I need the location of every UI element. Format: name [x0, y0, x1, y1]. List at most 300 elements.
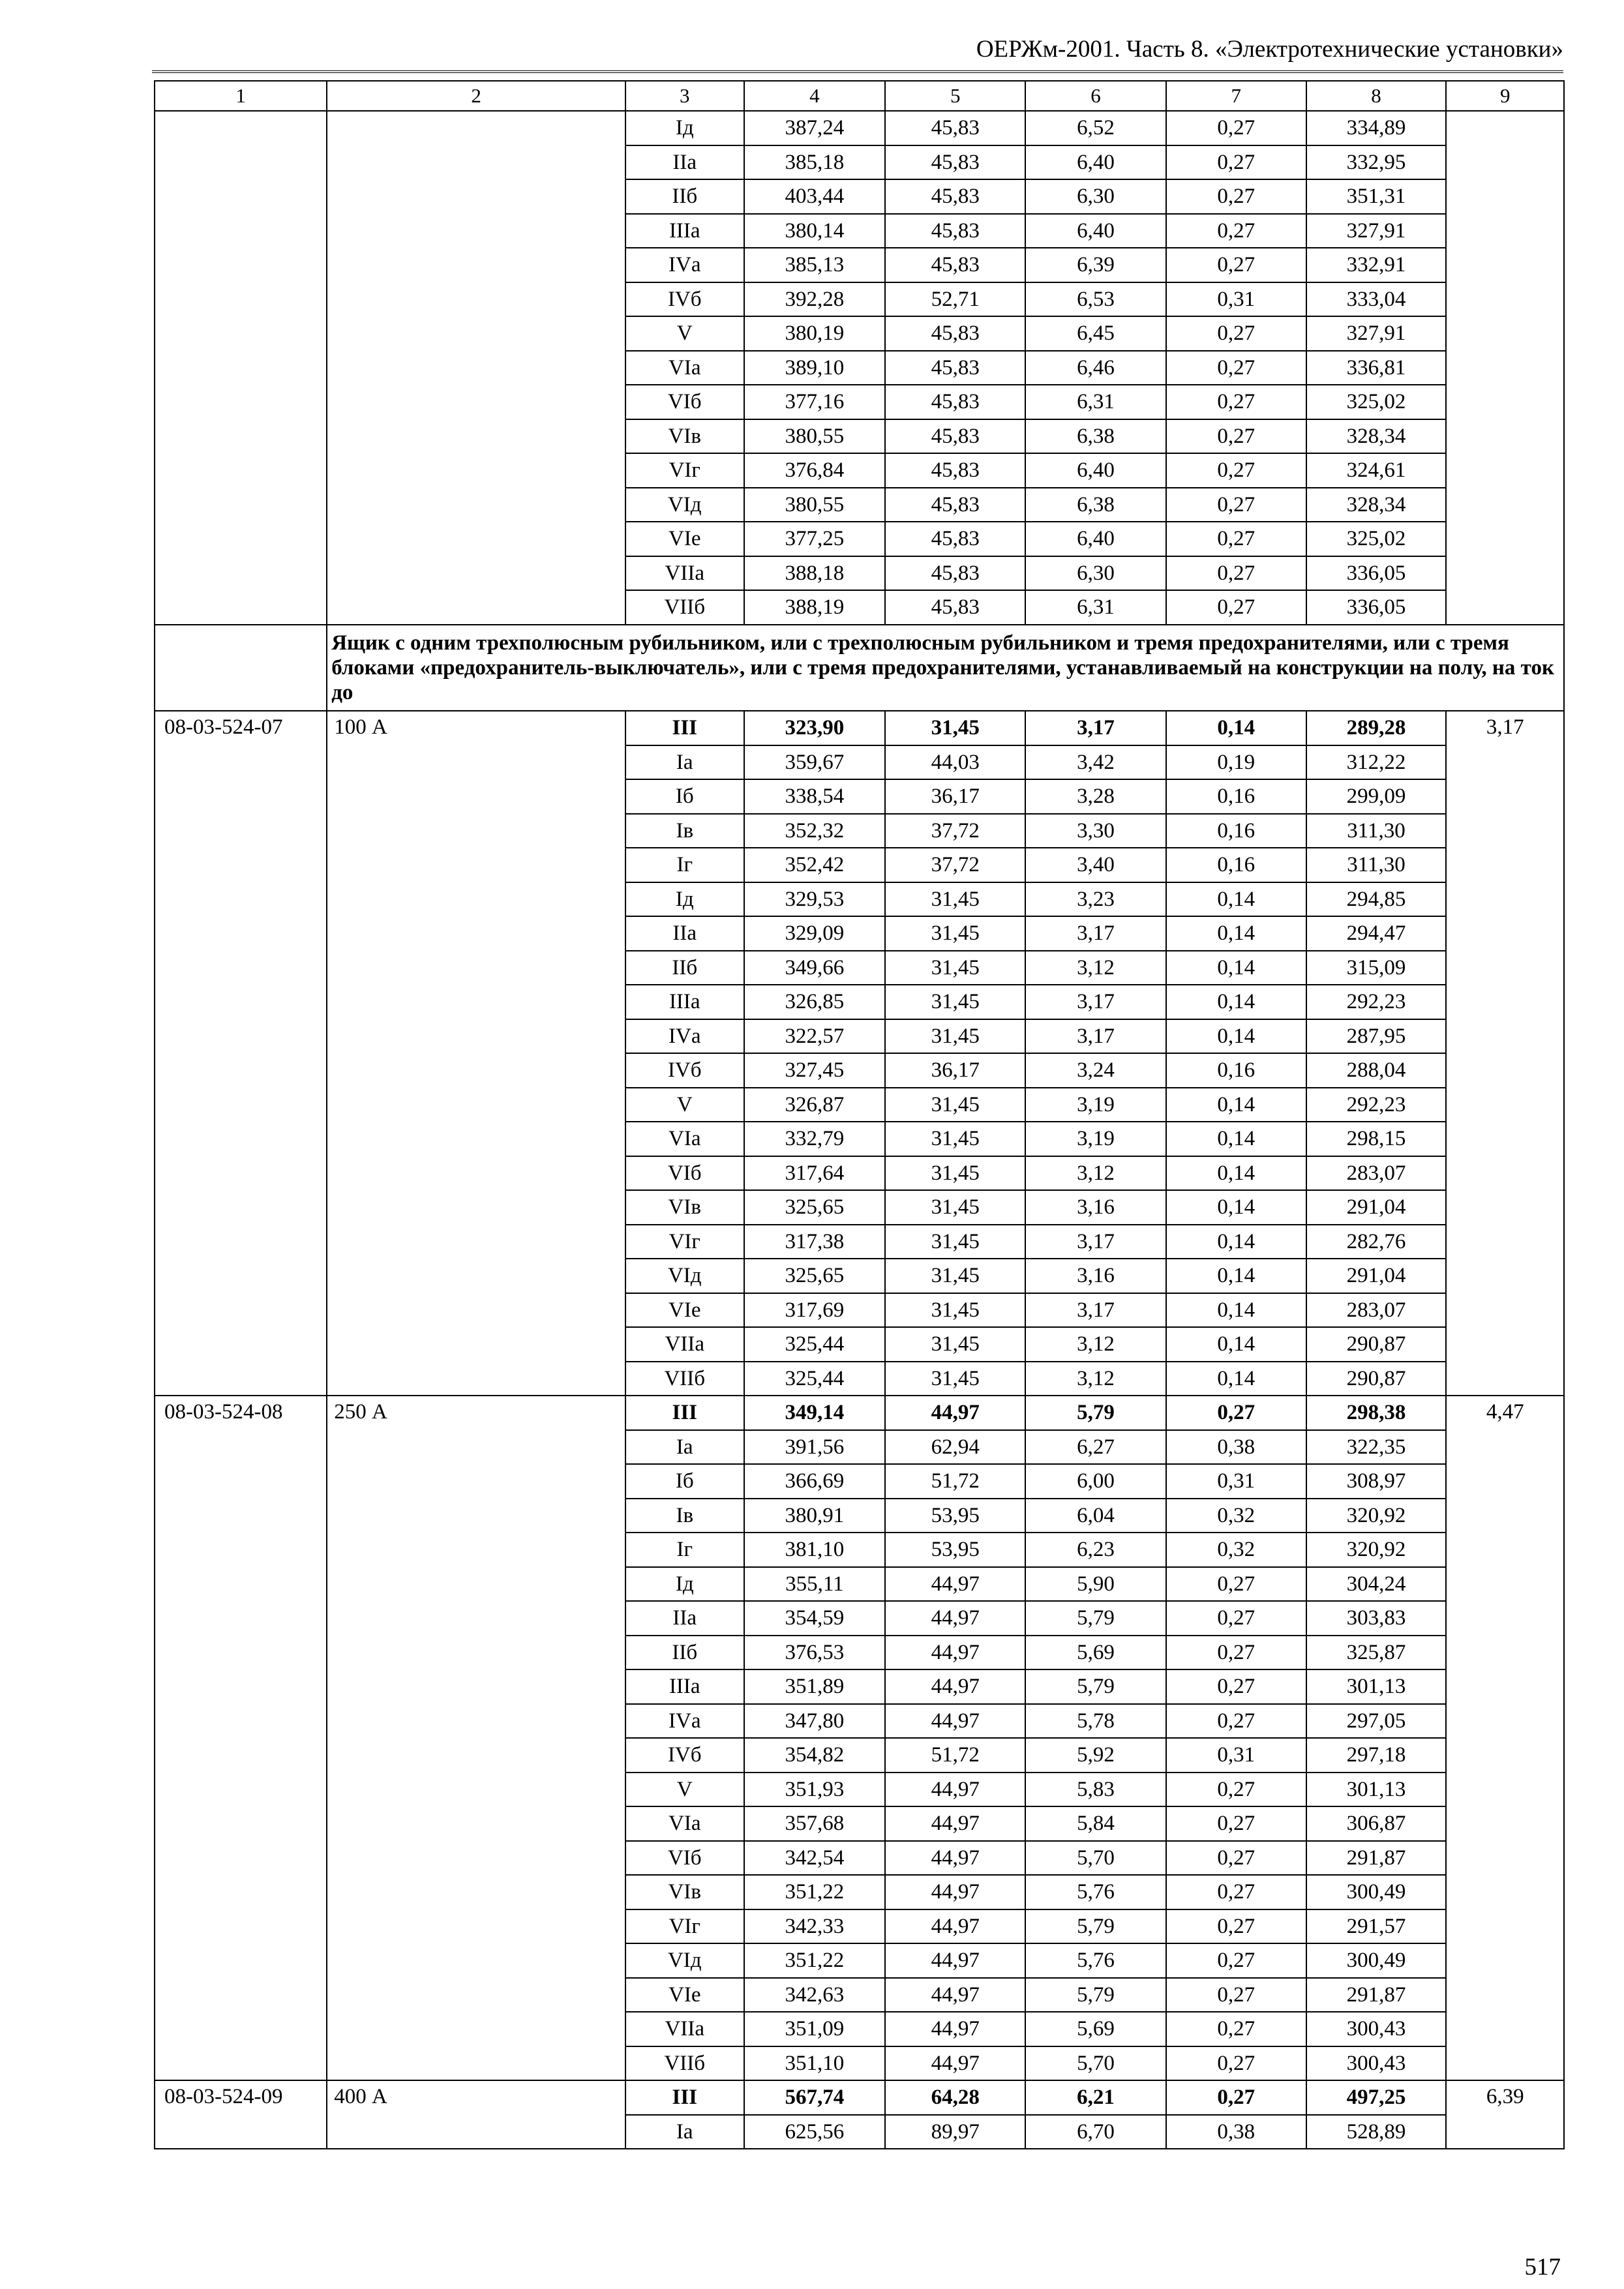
- data-cell: 329,09: [744, 916, 886, 951]
- data-cell: IIIа: [625, 985, 744, 1019]
- data-cell: 380,55: [744, 488, 886, 522]
- data-cell: 377,25: [744, 522, 886, 556]
- data-cell: 300,43: [1306, 2012, 1447, 2046]
- data-cell: 44,97: [885, 1704, 1025, 1739]
- data-cell: 45,83: [885, 385, 1025, 419]
- data-cell: 5,79: [1025, 1909, 1166, 1944]
- table-row: [155, 711, 1564, 745]
- data-cell: 0,14: [1166, 916, 1306, 951]
- data-cell: 332,95: [1306, 145, 1447, 180]
- data-cell: 351,09: [744, 2012, 886, 2046]
- data-cell: 0,16: [1166, 848, 1306, 882]
- data-cell: 312,22: [1306, 745, 1447, 780]
- data-cell: 45,83: [885, 522, 1025, 556]
- data-cell: 6,40: [1025, 453, 1166, 488]
- data-cell: 327,91: [1306, 214, 1447, 248]
- data-cell: IIб: [625, 179, 744, 214]
- data-cell: VIг: [625, 1225, 744, 1259]
- data-cell: Iб: [625, 779, 744, 814]
- data-cell: 6,30: [1025, 556, 1166, 591]
- data-cell: 31,45: [885, 1156, 1025, 1191]
- data-cell: VIа: [625, 1806, 744, 1841]
- data-cell: 0,27: [1166, 111, 1306, 145]
- col9-cell: [1446, 111, 1564, 625]
- data-cell: 6,21: [1025, 2080, 1166, 2115]
- data-cell: 0,27: [1166, 419, 1306, 454]
- data-cell: 332,91: [1306, 248, 1447, 282]
- data-cell: 336,05: [1306, 590, 1447, 625]
- data-cell: 352,42: [744, 848, 886, 882]
- data-cell: 51,72: [885, 1738, 1025, 1773]
- data-cell: Iб: [625, 1464, 744, 1499]
- data-cell: 6,53: [1025, 282, 1166, 317]
- data-cell: 297,05: [1306, 1704, 1447, 1739]
- column-number: 1: [155, 81, 327, 111]
- data-cell: 44,97: [885, 1669, 1025, 1704]
- section-row: [155, 625, 1564, 711]
- data-cell: 385,18: [744, 145, 886, 180]
- data-cell: 0,27: [1166, 316, 1306, 351]
- data-cell: 297,18: [1306, 1738, 1447, 1773]
- data-cell: 3,12: [1025, 1327, 1166, 1362]
- data-cell: IVа: [625, 1019, 744, 1054]
- data-cell: VIе: [625, 1978, 744, 2012]
- data-cell: 354,82: [744, 1738, 886, 1773]
- data-cell: 3,16: [1025, 1259, 1166, 1293]
- data-cell: 306,87: [1306, 1806, 1447, 1841]
- data-cell: 291,04: [1306, 1190, 1447, 1225]
- data-cell: 0,27: [1166, 1396, 1306, 1430]
- data-cell: VIв: [625, 1875, 744, 1909]
- data-cell: 0,27: [1166, 1806, 1306, 1841]
- data-cell: IIIа: [625, 214, 744, 248]
- data-cell: 3,12: [1025, 1156, 1166, 1191]
- col9-value: 6,39: [1446, 2080, 1564, 2149]
- data-cell: 298,15: [1306, 1122, 1447, 1156]
- data-cell: 3,17: [1025, 985, 1166, 1019]
- page-number: 517: [1524, 2254, 1561, 2281]
- data-cell: 392,28: [744, 282, 886, 317]
- data-cell: 31,45: [885, 1088, 1025, 1122]
- data-cell: V: [625, 1773, 744, 1807]
- table-row: [155, 1396, 1564, 1430]
- data-cell: 298,38: [1306, 1396, 1447, 1430]
- data-cell: IVб: [625, 1738, 744, 1773]
- data-cell: 31,45: [885, 711, 1025, 745]
- data-cell: 3,17: [1025, 1293, 1166, 1328]
- data-cell: VIа: [625, 1122, 744, 1156]
- data-cell: 528,89: [1306, 2115, 1447, 2149]
- data-cell: 45,83: [885, 214, 1025, 248]
- data-cell: 0,27: [1166, 214, 1306, 248]
- data-cell: 31,45: [885, 1190, 1025, 1225]
- data-cell: 0,14: [1166, 1293, 1306, 1328]
- data-cell: 325,02: [1306, 522, 1447, 556]
- data-cell: 0,19: [1166, 745, 1306, 780]
- data-cell: 287,95: [1306, 1019, 1447, 1054]
- data-cell: Iа: [625, 2115, 744, 2149]
- data-cell: 376,53: [744, 1636, 886, 1670]
- data-cell: 283,07: [1306, 1293, 1447, 1328]
- data-cell: 45,83: [885, 590, 1025, 625]
- data-cell: 0,27: [1166, 556, 1306, 591]
- data-cell: 292,23: [1306, 985, 1447, 1019]
- data-cell: 36,17: [885, 1053, 1025, 1088]
- data-cell: 320,92: [1306, 1499, 1447, 1533]
- data-cell: 303,83: [1306, 1601, 1447, 1636]
- data-cell: 349,66: [744, 951, 886, 985]
- data-cell: 3,17: [1025, 711, 1166, 745]
- data-cell: 301,13: [1306, 1669, 1447, 1704]
- data-cell: 0,27: [1166, 248, 1306, 282]
- data-cell: 44,97: [885, 1567, 1025, 1602]
- rate-code: 08-03-524-08: [155, 1396, 327, 2080]
- data-cell: 291,04: [1306, 1259, 1447, 1293]
- data-cell: 6,39: [1025, 248, 1166, 282]
- data-cell: 44,97: [885, 1875, 1025, 1909]
- data-cell: 351,22: [744, 1943, 886, 1978]
- data-cell: 391,56: [744, 1430, 886, 1465]
- data-cell: 290,87: [1306, 1362, 1447, 1396]
- column-number: 2: [327, 81, 625, 111]
- data-cell: IIб: [625, 1636, 744, 1670]
- data-cell: 342,54: [744, 1841, 886, 1876]
- data-cell: 0,27: [1166, 1841, 1306, 1876]
- data-cell: 325,44: [744, 1327, 886, 1362]
- data-cell: 376,84: [744, 453, 886, 488]
- data-cell: Iг: [625, 1533, 744, 1567]
- data-cell: 351,89: [744, 1669, 886, 1704]
- data-cell: 5,76: [1025, 1875, 1166, 1909]
- data-cell: 0,27: [1166, 145, 1306, 180]
- data-cell: 0,27: [1166, 1601, 1306, 1636]
- data-cell: 377,16: [744, 385, 886, 419]
- data-cell: 5,92: [1025, 1738, 1166, 1773]
- data-cell: 31,45: [885, 951, 1025, 985]
- table-row: [155, 2080, 1564, 2115]
- data-cell: 3,19: [1025, 1088, 1166, 1122]
- data-cell: Iа: [625, 745, 744, 780]
- data-cell: 44,97: [885, 1841, 1025, 1876]
- data-cell: 0,16: [1166, 814, 1306, 848]
- data-cell: 44,97: [885, 1601, 1025, 1636]
- data-cell: 0,14: [1166, 1019, 1306, 1054]
- data-cell: 5,84: [1025, 1806, 1166, 1841]
- data-cell: 351,10: [744, 2046, 886, 2081]
- data-cell: 6,40: [1025, 145, 1166, 180]
- data-cell: VIIб: [625, 1362, 744, 1396]
- data-cell: 6,31: [1025, 590, 1166, 625]
- data-cell: 380,91: [744, 1499, 886, 1533]
- data-cell: VIв: [625, 419, 744, 454]
- data-cell: 0,32: [1166, 1533, 1306, 1567]
- data-cell: 291,87: [1306, 1841, 1447, 1876]
- col9-value: 3,17: [1446, 711, 1564, 1396]
- data-cell: 3,17: [1025, 916, 1166, 951]
- data-cell: 351,93: [744, 1773, 886, 1807]
- data-cell: 311,30: [1306, 814, 1447, 848]
- data-cell: VIIб: [625, 2046, 744, 2081]
- data-cell: 0,27: [1166, 590, 1306, 625]
- data-cell: 389,10: [744, 351, 886, 385]
- data-cell: IVб: [625, 1053, 744, 1088]
- data-cell: 294,47: [1306, 916, 1447, 951]
- data-cell: 0,27: [1166, 1636, 1306, 1670]
- data-cell: 497,25: [1306, 2080, 1447, 2115]
- data-cell: 0,16: [1166, 1053, 1306, 1088]
- data-cell: VIд: [625, 488, 744, 522]
- data-cell: VIб: [625, 385, 744, 419]
- data-cell: 0,27: [1166, 1704, 1306, 1739]
- data-cell: 45,83: [885, 316, 1025, 351]
- data-cell: 291,87: [1306, 1978, 1447, 2012]
- data-cell: VIд: [625, 1259, 744, 1293]
- data-cell: 5,83: [1025, 1773, 1166, 1807]
- data-cell: 0,27: [1166, 1909, 1306, 1944]
- data-cell: 3,23: [1025, 882, 1166, 917]
- column-number: 4: [744, 81, 886, 111]
- running-header: ОЕРЖм-2001. Часть 8. «Электротехнические установки»: [976, 36, 1563, 63]
- data-cell: 282,76: [1306, 1225, 1447, 1259]
- data-cell: 6,30: [1025, 179, 1166, 214]
- data-cell: 5,70: [1025, 2046, 1166, 2081]
- data-cell: VIIа: [625, 2012, 744, 2046]
- data-cell: 6,52: [1025, 111, 1166, 145]
- data-cell: 5,70: [1025, 1841, 1166, 1876]
- data-cell: 388,19: [744, 590, 886, 625]
- column-number-row: [155, 81, 1564, 111]
- data-cell: 5,79: [1025, 1669, 1166, 1704]
- data-cell: 45,83: [885, 179, 1025, 214]
- data-cell: 5,69: [1025, 1636, 1166, 1670]
- data-cell: Iд: [625, 111, 744, 145]
- data-cell: 31,45: [885, 1293, 1025, 1328]
- data-cell: 6,04: [1025, 1499, 1166, 1533]
- data-cell: 0,27: [1166, 2012, 1306, 2046]
- data-cell: IIа: [625, 916, 744, 951]
- data-cell: 44,97: [885, 1396, 1025, 1430]
- data-cell: 328,34: [1306, 488, 1447, 522]
- data-cell: 89,97: [885, 2115, 1025, 2149]
- data-cell: IIа: [625, 145, 744, 180]
- rate-code: 08-03-524-07: [155, 711, 327, 1396]
- data-cell: 44,97: [885, 2046, 1025, 2081]
- data-cell: 0,14: [1166, 1122, 1306, 1156]
- data-cell: 325,44: [744, 1362, 886, 1396]
- rates-table: [154, 80, 1565, 2149]
- data-cell: Iв: [625, 814, 744, 848]
- data-cell: 0,27: [1166, 1773, 1306, 1807]
- data-cell: 0,27: [1166, 385, 1306, 419]
- data-cell: 317,64: [744, 1156, 886, 1191]
- data-cell: 0,31: [1166, 282, 1306, 317]
- data-cell: 44,97: [885, 1806, 1025, 1841]
- column-number: 3: [625, 81, 744, 111]
- header-rule: [152, 70, 1563, 73]
- data-cell: 0,14: [1166, 882, 1306, 917]
- data-cell: 44,97: [885, 1978, 1025, 2012]
- data-cell: 37,72: [885, 848, 1025, 882]
- data-cell: 403,44: [744, 179, 886, 214]
- data-cell: 329,53: [744, 882, 886, 917]
- data-cell: 3,17: [1025, 1019, 1166, 1054]
- data-cell: 325,65: [744, 1259, 886, 1293]
- section-title: Ящик с одним трехполюсным рубильником, или с трехполюсным рубильником и тремя предохранителями, или с тремя блоками «предохранитель-выключатель», или с тремя предохранителями, устанавливаемый на конструкции на полу, на ток до: [327, 625, 1564, 711]
- data-cell: Iг: [625, 848, 744, 882]
- data-cell: 289,28: [1306, 711, 1447, 745]
- data-cell: 291,57: [1306, 1909, 1447, 1944]
- data-cell: 385,13: [744, 248, 886, 282]
- param-cell: [327, 111, 625, 625]
- data-cell: 304,24: [1306, 1567, 1447, 1602]
- data-cell: V: [625, 316, 744, 351]
- data-cell: IVб: [625, 282, 744, 317]
- data-cell: 62,94: [885, 1430, 1025, 1465]
- data-cell: 300,49: [1306, 1875, 1447, 1909]
- data-cell: 6,31: [1025, 385, 1166, 419]
- data-cell: 6,45: [1025, 316, 1166, 351]
- column-number: 8: [1306, 81, 1447, 111]
- data-cell: 317,38: [744, 1225, 886, 1259]
- data-cell: IIIа: [625, 1669, 744, 1704]
- data-cell: 338,54: [744, 779, 886, 814]
- data-cell: VIе: [625, 1293, 744, 1328]
- column-number: 7: [1166, 81, 1306, 111]
- data-cell: IVа: [625, 1704, 744, 1739]
- data-cell: 64,28: [885, 2080, 1025, 2115]
- data-cell: 45,83: [885, 145, 1025, 180]
- data-cell: 5,79: [1025, 1396, 1166, 1430]
- data-cell: VIд: [625, 1943, 744, 1978]
- data-cell: 625,56: [744, 2115, 886, 2149]
- data-cell: 44,97: [885, 1943, 1025, 1978]
- data-cell: 45,83: [885, 453, 1025, 488]
- data-cell: 3,42: [1025, 745, 1166, 780]
- data-cell: 0,27: [1166, 2046, 1306, 2081]
- data-cell: 355,11: [744, 1567, 886, 1602]
- data-cell: 0,38: [1166, 1430, 1306, 1465]
- data-cell: IIб: [625, 951, 744, 985]
- data-cell: 0,27: [1166, 1567, 1306, 1602]
- data-cell: 31,45: [885, 985, 1025, 1019]
- data-cell: IVа: [625, 248, 744, 282]
- data-cell: 0,31: [1166, 1464, 1306, 1499]
- data-cell: 52,71: [885, 282, 1025, 317]
- data-cell: 3,16: [1025, 1190, 1166, 1225]
- data-cell: 0,14: [1166, 985, 1306, 1019]
- data-cell: 0,14: [1166, 1088, 1306, 1122]
- data-cell: 387,24: [744, 111, 886, 145]
- data-cell: VIIа: [625, 1327, 744, 1362]
- data-cell: Iд: [625, 882, 744, 917]
- data-cell: 6,38: [1025, 419, 1166, 454]
- data-cell: 31,45: [885, 882, 1025, 917]
- data-cell: 3,19: [1025, 1122, 1166, 1156]
- data-cell: VIа: [625, 351, 744, 385]
- rate-current: 250 А: [327, 1396, 625, 2080]
- section-blank-cell: [155, 625, 327, 711]
- data-cell: 290,87: [1306, 1327, 1447, 1362]
- data-cell: 3,30: [1025, 814, 1166, 848]
- data-cell: 44,03: [885, 745, 1025, 780]
- data-cell: Iв: [625, 1499, 744, 1533]
- data-cell: 3,17: [1025, 1225, 1166, 1259]
- data-cell: 0,27: [1166, 351, 1306, 385]
- col9-value: 4,47: [1446, 1396, 1564, 2080]
- data-cell: 325,87: [1306, 1636, 1447, 1670]
- data-cell: 0,27: [1166, 453, 1306, 488]
- data-cell: 0,27: [1166, 1875, 1306, 1909]
- data-cell: 36,17: [885, 779, 1025, 814]
- data-cell: VIг: [625, 1909, 744, 1944]
- data-cell: 0,27: [1166, 1943, 1306, 1978]
- data-cell: VIб: [625, 1841, 744, 1876]
- data-cell: 45,83: [885, 248, 1025, 282]
- data-cell: 300,49: [1306, 1943, 1447, 1978]
- data-cell: 31,45: [885, 1259, 1025, 1293]
- data-cell: 380,55: [744, 419, 886, 454]
- data-cell: IIа: [625, 1601, 744, 1636]
- rate-current: 100 А: [327, 711, 625, 1396]
- data-cell: 37,72: [885, 814, 1025, 848]
- data-cell: 323,90: [744, 711, 886, 745]
- data-cell: 44,97: [885, 1909, 1025, 1944]
- data-cell: 352,32: [744, 814, 886, 848]
- data-cell: 5,79: [1025, 1601, 1166, 1636]
- data-cell: 388,18: [744, 556, 886, 591]
- data-cell: 6,38: [1025, 488, 1166, 522]
- data-cell: 283,07: [1306, 1156, 1447, 1191]
- data-cell: 5,78: [1025, 1704, 1166, 1739]
- data-cell: III: [625, 2080, 744, 2115]
- data-cell: 288,04: [1306, 1053, 1447, 1088]
- data-cell: 332,79: [744, 1122, 886, 1156]
- data-cell: 326,85: [744, 985, 886, 1019]
- data-cell: 380,19: [744, 316, 886, 351]
- data-cell: VIе: [625, 522, 744, 556]
- data-cell: 53,95: [885, 1499, 1025, 1533]
- data-cell: 326,87: [744, 1088, 886, 1122]
- data-cell: 45,83: [885, 351, 1025, 385]
- data-cell: 45,83: [885, 419, 1025, 454]
- data-cell: 325,65: [744, 1190, 886, 1225]
- data-cell: 0,27: [1166, 522, 1306, 556]
- data-cell: 317,69: [744, 1293, 886, 1328]
- data-cell: 6,27: [1025, 1430, 1166, 1465]
- data-cell: 351,22: [744, 1875, 886, 1909]
- data-cell: 3,12: [1025, 951, 1166, 985]
- data-cell: VIг: [625, 453, 744, 488]
- data-cell: 31,45: [885, 1327, 1025, 1362]
- column-number: 9: [1446, 81, 1564, 111]
- data-cell: 5,69: [1025, 2012, 1166, 2046]
- data-cell: 3,40: [1025, 848, 1166, 882]
- data-cell: III: [625, 711, 744, 745]
- data-cell: 0,27: [1166, 179, 1306, 214]
- data-cell: 366,69: [744, 1464, 886, 1499]
- data-cell: 0,14: [1166, 1259, 1306, 1293]
- rate-current: 400 А: [327, 2080, 625, 2149]
- data-cell: 44,97: [885, 1773, 1025, 1807]
- data-cell: 349,14: [744, 1396, 886, 1430]
- data-cell: 0,38: [1166, 2115, 1306, 2149]
- data-cell: 300,43: [1306, 2046, 1447, 2081]
- data-cell: 5,79: [1025, 1978, 1166, 2012]
- data-cell: 334,89: [1306, 111, 1447, 145]
- data-cell: VIб: [625, 1156, 744, 1191]
- column-number: 6: [1025, 81, 1166, 111]
- data-cell: 5,76: [1025, 1943, 1166, 1978]
